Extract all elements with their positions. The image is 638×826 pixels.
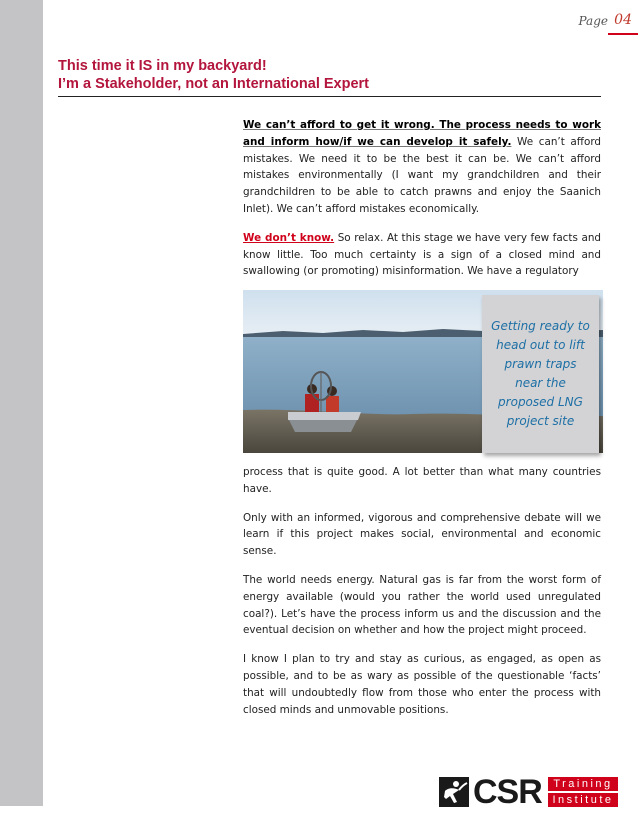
article-column-bottom (243, 464, 601, 730)
paragraph-5: I know I plan to try and stay as curious, as engaged, as open as possible, and to be as wary as possible of the questionable ‘facts’ that will undoubtedly flow from those who enter the process with closed minds and unmovable positions. (243, 653, 601, 716)
paragraph-3: Only with an informed, vigorous and comprehensive debate will we learn if this project makes social, environmental and economic sense. (243, 511, 601, 558)
paragraph-2-text: So relax. At this stage we have very few facts and know little. Too much certainty is a sign of a closed mind and swallowing (or promoting) misinformation. We have a regulatory (243, 231, 602, 278)
paragraph-1-text: We can’t afford mistakes. We need it to be the best it can be. We can’t afford mistakes environmentally (I want my grandchildren and their grandchildren to be able to catch prawns and enjoy the Saanich Inlet). We can’t afford mistakes economically. (243, 135, 601, 215)
page-label: Page (578, 14, 608, 28)
paragraph-2 (243, 230, 601, 280)
paragraph-2-continued: process that is quite good. A lot better than what many countries have. (243, 466, 601, 495)
logo-csr-text: CSR (473, 773, 542, 811)
header-subtitle: I’m a Stakeholder, not an International Expert (58, 76, 370, 92)
photo-caption-box (482, 295, 599, 453)
photo-caption: Getting ready to head out to lift prawn traps near the proposed LNG project site (491, 319, 590, 428)
csr-training-institute-logo (439, 773, 619, 811)
logo-training-text: Training (548, 777, 618, 791)
logo-institute-text: Institute (548, 793, 618, 807)
paragraph-2-lead: We don’t know. (243, 231, 335, 244)
left-sidebar-bar (0, 0, 43, 806)
page-header (58, 57, 608, 97)
paragraph-1 (243, 117, 601, 218)
header-divider (58, 96, 601, 97)
paragraph-1-lead: We can’t afford to get it wrong. The process needs to work and inform how/if we can develop it safely. (243, 119, 601, 148)
paragraph-4: The world needs energy. Natural gas is far from the worst form of energy available (would you rather the world used unregulated coal?). Let’s have the process inform us and the discussion and the eventual decision on whether and how the project might proceed. (243, 573, 601, 637)
header-title: This time it IS in my backyard! (58, 58, 267, 74)
article-column-top (243, 117, 601, 292)
runner-logo-icon (439, 777, 469, 807)
page-number-underline (608, 33, 638, 35)
page-number: 04 (614, 12, 632, 28)
